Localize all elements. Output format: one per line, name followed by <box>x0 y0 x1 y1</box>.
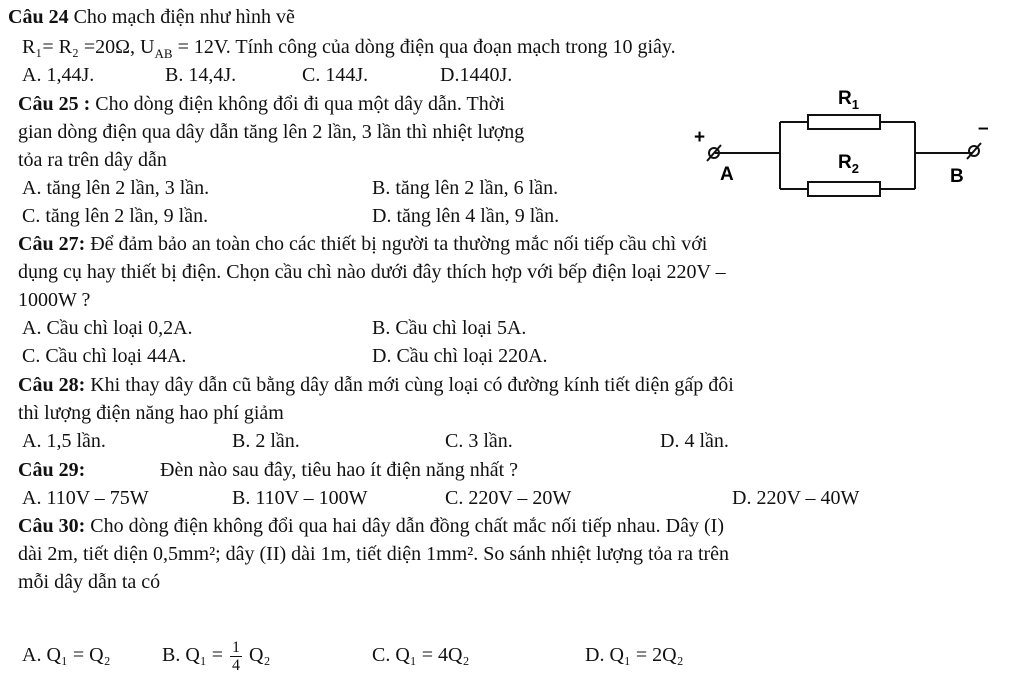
q28-option-b[interactable]: B. 2 lần. <box>232 430 300 452</box>
circuit-label-r2: $R_2$ <box>838 152 859 176</box>
circuit-label-b: B <box>950 166 964 187</box>
question-25-line2: gian dòng điện qua dây dẫn tăng lên 2 lần, 3 lần thì nhiệt lượng <box>18 121 525 143</box>
circuit-plus: + <box>694 127 706 148</box>
q27-option-b[interactable]: B. Cầu chì loại 5A. <box>372 317 527 339</box>
question-28-line2: thì lượng điện năng hao phí giảm <box>18 402 284 424</box>
question-24-line2-b: = 12V. Tính công của dòng điện qua đoạn mạch trong 10 giây. <box>172 36 676 58</box>
q30-option-a[interactable]: A. Q₁ = Q₂ <box>22 644 111 666</box>
question-27-text: Để đảm bảo an toàn cho các thiết bị người ta thường mắc nối tiếp cầu chì với <box>90 233 708 255</box>
question-24-line2-a: R₁= R₂ =20Ω, U <box>22 36 155 58</box>
circuit-label-a: A <box>720 164 734 185</box>
resistor-r1 <box>808 115 880 129</box>
q30-option-d[interactable]: D. Q₁ = 2Q₂ <box>585 644 684 666</box>
question-27-line2: dụng cụ hay thiết bị điện. Chọn cầu chì nào dưới đây thích hợp với bếp điện loại 220V – <box>18 261 726 283</box>
question-29-title <box>18 458 85 482</box>
question-24-title: Câu 24 <box>8 6 69 28</box>
resistor-r2 <box>808 182 880 196</box>
question-30 <box>18 514 724 538</box>
q29-option-d[interactable]: D. 220V – 40W <box>732 487 860 509</box>
q29-option-a[interactable]: A. 110V – 75W <box>22 487 149 509</box>
question-30-text: Cho dòng điện không đổi qua hai dây dẫn đồng chất mắc nối tiếp nhau. Dây (I) <box>90 515 724 537</box>
q30-option-b[interactable] <box>162 628 270 682</box>
q27-option-d[interactable]: D. Cầu chì loại 220A. <box>372 345 548 367</box>
q25-option-c[interactable]: C. tăng lên 2 lần, 9 lần. <box>22 205 209 227</box>
circuit-diagram <box>680 82 1000 202</box>
question-25 <box>18 92 505 116</box>
q25-option-d[interactable]: D. tăng lên 4 lần, 9 lần. <box>372 205 560 227</box>
question-25-line3: tỏa ra trên dây dẫn <box>18 149 167 171</box>
question-25-title: Câu 25 : <box>18 93 91 115</box>
question-27-title: Câu 27: <box>18 233 86 255</box>
q28-option-c[interactable]: C. 3 lần. <box>445 430 513 452</box>
circuit-label-r1: $R_1$ <box>838 88 859 112</box>
question-30-title: Câu 30: <box>18 515 86 537</box>
q29-option-c[interactable]: C. 220V – 20W <box>445 487 572 509</box>
q24-option-b[interactable]: B. 14,4J. <box>165 64 237 86</box>
question-28 <box>18 373 734 397</box>
question-24-text: Cho mạch điện như hình vẽ <box>73 6 295 28</box>
question-27-line3: 1000W ? <box>18 289 91 311</box>
q30-option-b-prefix: B. Q₁ = <box>162 644 224 666</box>
question-24-sub-ab: AB <box>154 46 173 61</box>
q25-option-a[interactable]: A. tăng lên 2 lần, 3 lần. <box>22 177 210 199</box>
question-24-line2 <box>22 35 676 66</box>
question-30-line2: dài 2m, tiết diện 0,5mm²; dây (II) dài 1m, tiết diện 1mm². So sánh nhiệt lượng tỏa ra trên <box>18 543 730 565</box>
q24-option-c[interactable]: C. 144J. <box>302 64 369 86</box>
circuit-minus: – <box>978 118 989 139</box>
question-29-text: Đèn nào sau đây, tiêu hao ít điện năng nhất ? <box>160 459 519 481</box>
question-27 <box>18 232 707 256</box>
q28-option-a[interactable]: A. 1,5 lần. <box>22 430 106 452</box>
q24-option-a[interactable]: A. 1,44J. <box>22 64 95 86</box>
fraction-numerator: 1 <box>232 638 241 656</box>
q24-option-d[interactable]: D.1440J. <box>440 64 513 86</box>
question-28-text: Khi thay dây dẫn cũ bằng dây dẫn mới cùng loại có đường kính tiết diện gấp đôi <box>90 374 734 396</box>
q30-option-b-fraction <box>230 639 242 674</box>
q27-option-c[interactable]: C. Cầu chì loại 44A. <box>22 345 187 367</box>
q27-option-a[interactable]: A. Cầu chì loại 0,2A. <box>22 317 193 339</box>
question-28-title: Câu 28: <box>18 374 86 396</box>
q29-option-b[interactable]: B. 110V – 100W <box>232 487 368 509</box>
q30-option-b-suffix: Q₂ <box>249 644 271 666</box>
question-24 <box>8 5 295 29</box>
question-25-text: Cho dòng điện không đổi đi qua một dây dẫn. Thời <box>95 93 505 115</box>
question-29-title-text: Câu 29: <box>18 459 86 481</box>
fraction-denominator: 4 <box>232 656 241 674</box>
q25-option-b[interactable]: B. tăng lên 2 lần, 6 lần. <box>372 177 559 199</box>
question-30-line3: mỗi dây dẫn ta có <box>18 571 161 593</box>
q30-option-c[interactable]: C. Q₁ = 4Q₂ <box>372 644 470 666</box>
q28-option-d[interactable]: D. 4 lần. <box>660 430 729 452</box>
